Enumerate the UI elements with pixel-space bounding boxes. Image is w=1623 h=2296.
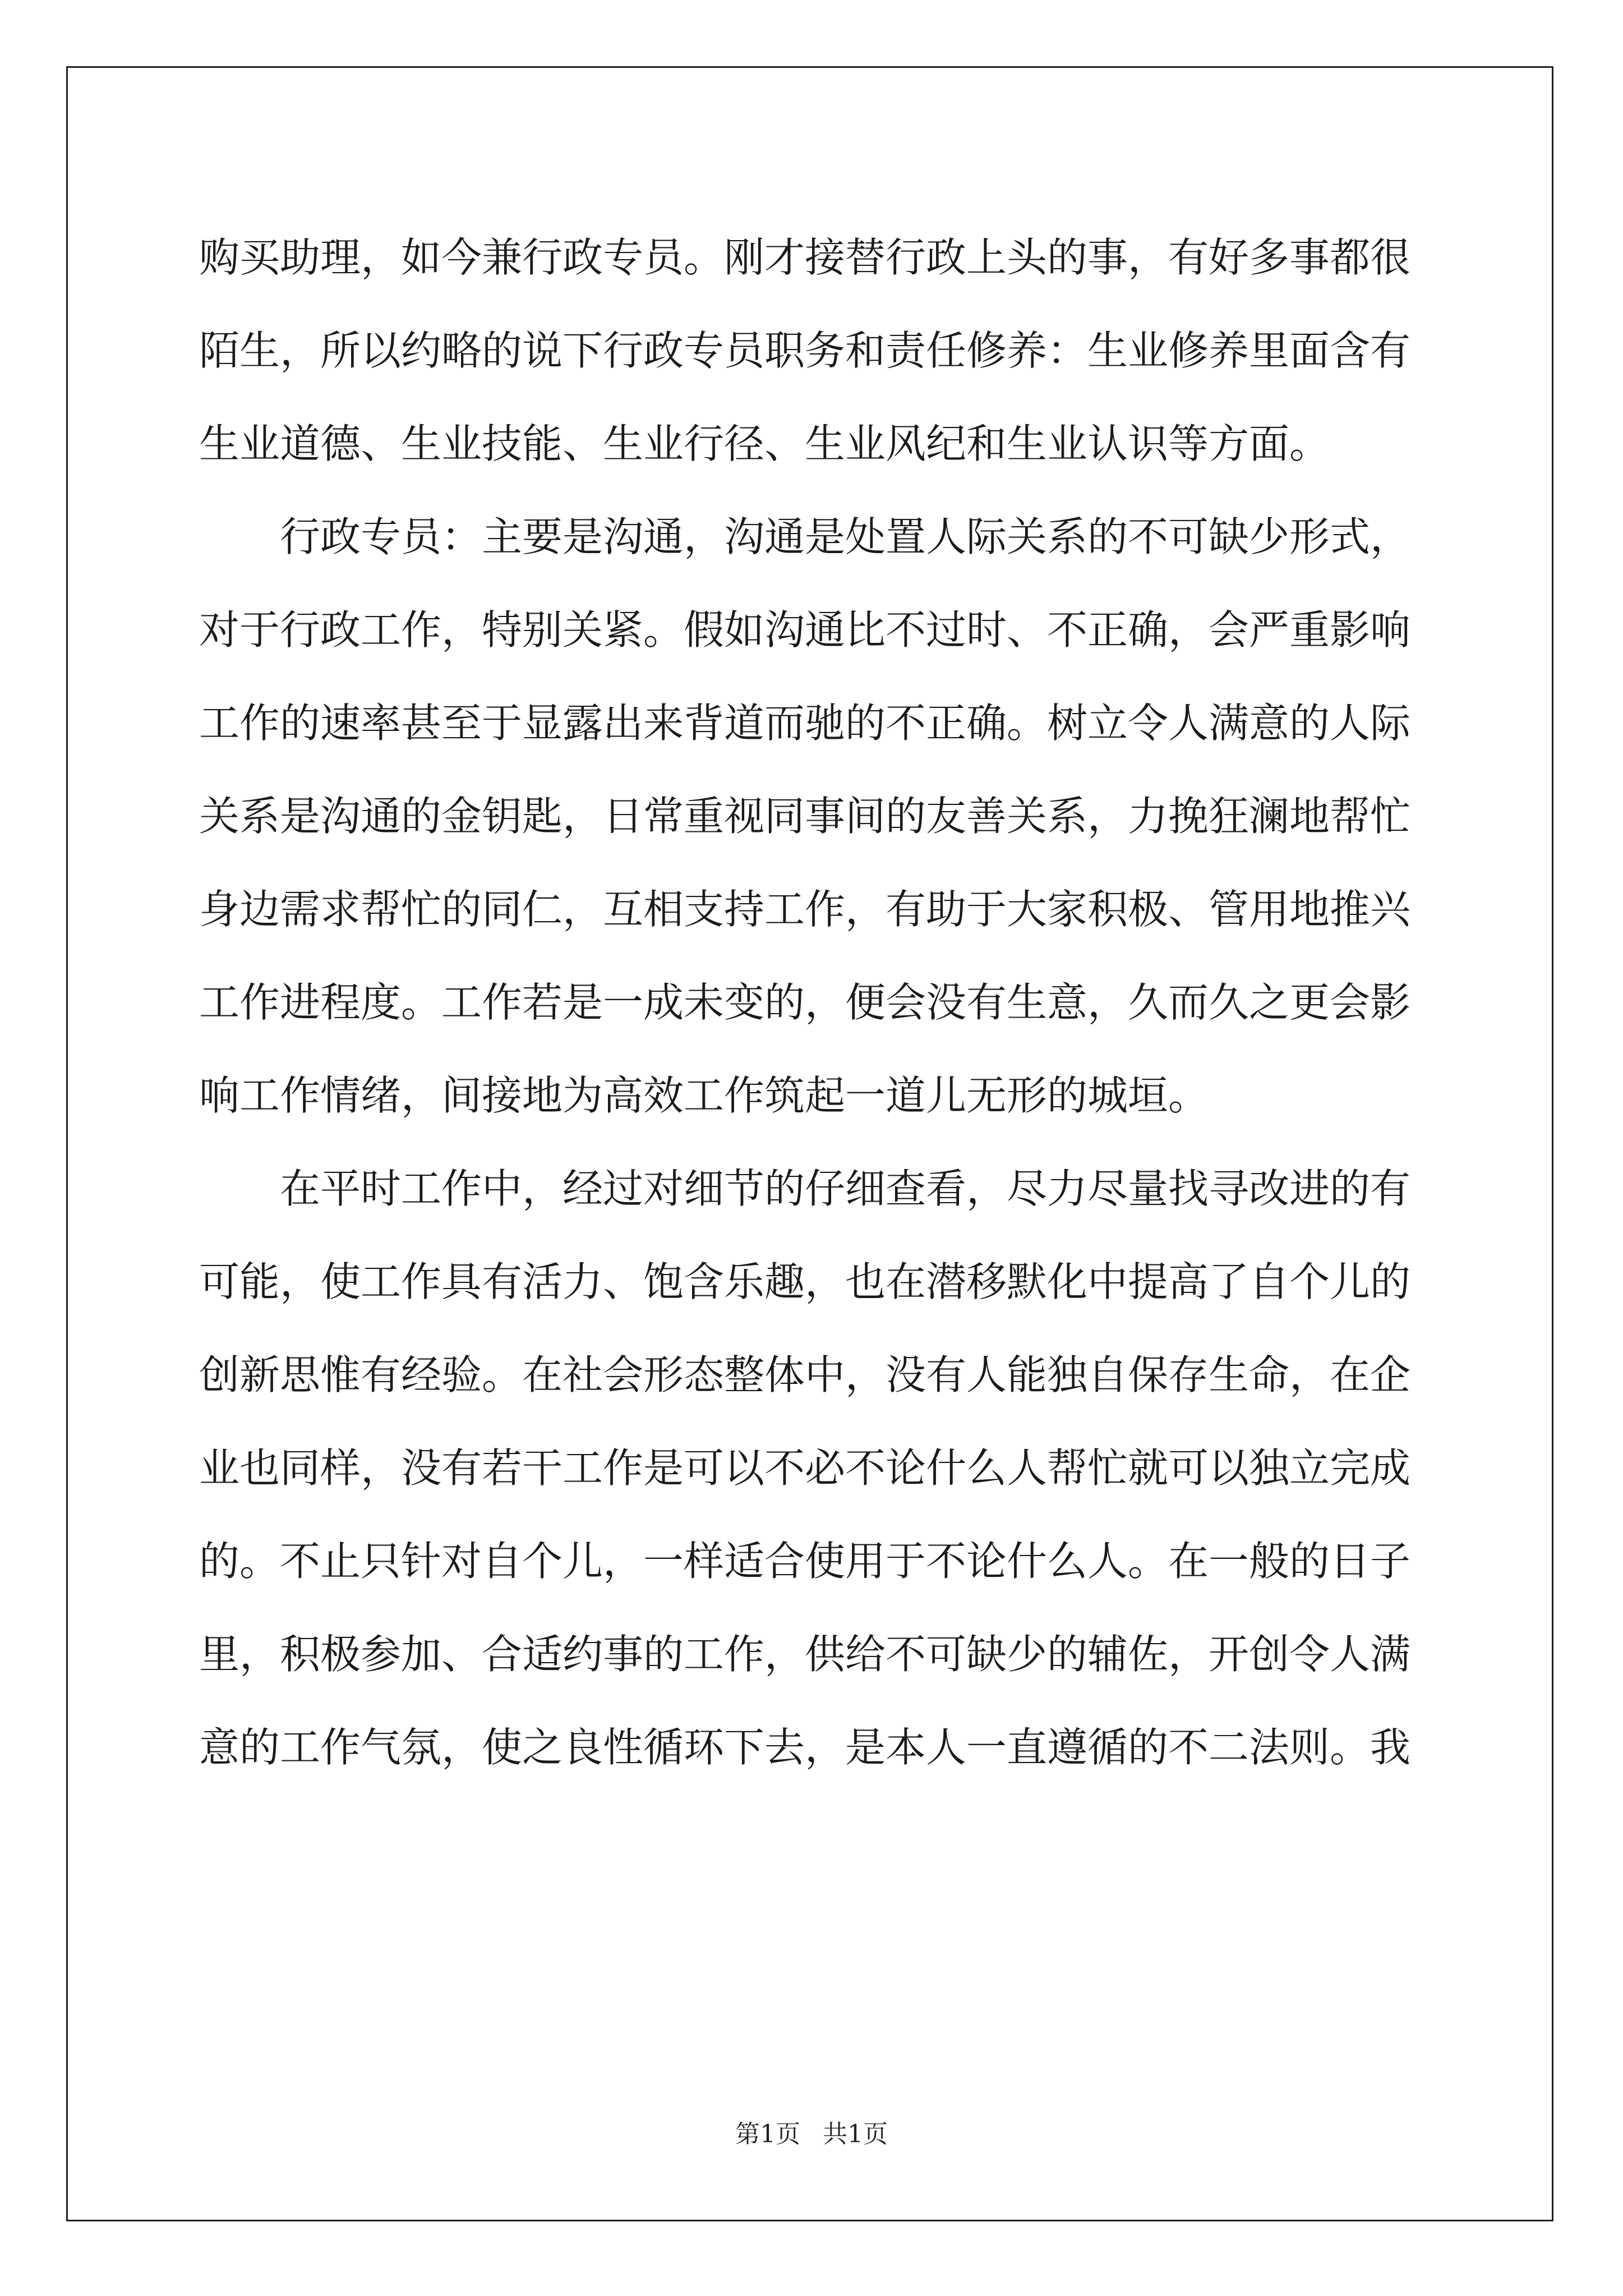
page-footer <box>0 2118 1623 2151</box>
text-line: 可能，使工作具有活力、饱含乐趣，也在潜移默化中提高了自个儿的 <box>199 1258 1411 1305</box>
text-line: 工作进程度。工作若是一成未变的，便会没有生意，久而久之更会影 <box>199 979 1411 1026</box>
text-line: 购买助理，如今兼行政专员。刚才接替行政上头的事，有好多事都很 <box>199 234 1411 281</box>
text-line: 业也同样，没有若干工作是可以不必不论什么人帮忙就可以独立完成 <box>199 1444 1411 1492</box>
text-line: 生业道德、生业技能、生业行径、生业风纪和生业认识等方面。 <box>199 420 1330 467</box>
total-pages: 共1页 <box>823 2120 888 2148</box>
text-line: 创新思惟有经验。在社会形态整体中，没有人能独自保存生命，在企 <box>199 1351 1411 1398</box>
page-number: 第1页 <box>735 2120 800 2148</box>
text-line: 行政专员：主要是沟通，沟通是处置人际关系的不可缺少形式， <box>199 513 1411 560</box>
text-line: 关系是沟通的金钥匙，日常重视同事间的友善关系，力挽狂澜地帮忙 <box>199 793 1411 840</box>
document-body <box>199 211 1433 1794</box>
text-line: 工作的速率甚至于显露出来背道而驰的不正确。树立令人满意的人际 <box>199 700 1411 747</box>
text-line: 里，积极参加、合适约事的工作，供给不可缺少的辅佐，开创令人满 <box>199 1631 1411 1678</box>
text-line: 陌生，所以约略的说下行政专员职务和责任修养：生业修养里面含有 <box>199 327 1411 374</box>
text-line: 在平时工作中，经过对细节的仔细查看，尽力尽量找寻改进的有 <box>199 1165 1411 1212</box>
text-line: 意的工作气氛，使之良性循环下去，是本人一直遵循的不二法则。我 <box>199 1724 1411 1771</box>
text-line: 响工作情绪，间接地为高效工作筑起一道儿无形的城垣。 <box>199 1072 1209 1119</box>
text-line: 的。不止只针对自个儿，一样适合使用于不论什么人。在一般的日子 <box>199 1538 1411 1585</box>
text-line: 对于行政工作，特别关紧。假如沟通比不过时、不正确，会严重影响 <box>199 606 1411 654</box>
text-line: 身边需求帮忙的同仁，互相支持工作，有助于大家积极、管用地推兴 <box>199 886 1411 933</box>
